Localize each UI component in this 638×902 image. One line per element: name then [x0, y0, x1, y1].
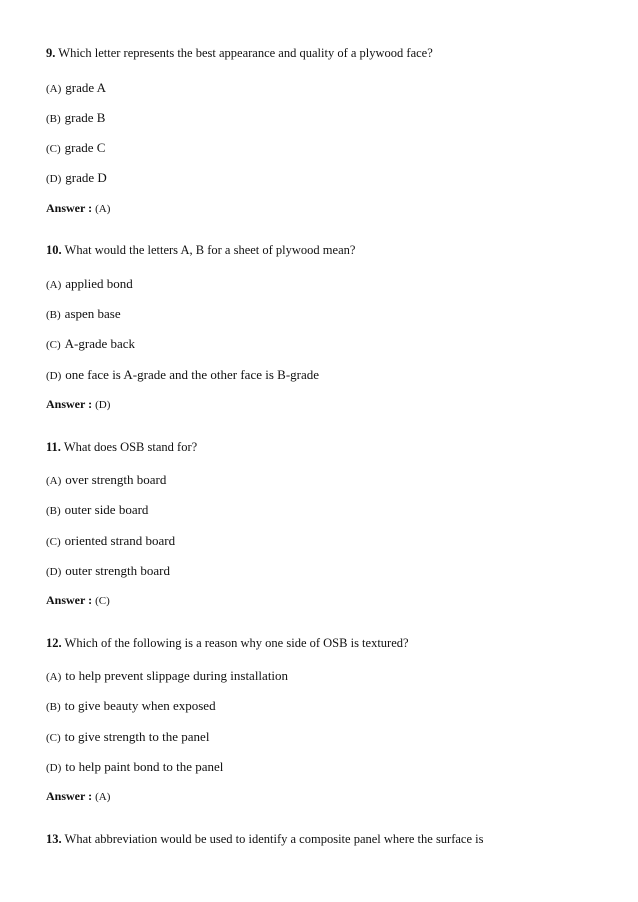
option-text: grade A [65, 80, 107, 95]
question-10 [46, 243, 355, 258]
option [46, 502, 148, 518]
answer-label: Answer : [46, 593, 93, 607]
question-number: 11. [46, 440, 61, 454]
option-text: to give beauty when exposed [64, 698, 216, 713]
option-text: over strength board [65, 472, 167, 487]
option [46, 336, 135, 352]
option-label: (A) [46, 475, 62, 487]
option [46, 698, 216, 714]
option [46, 110, 105, 126]
option-text: grade C [64, 140, 106, 155]
option-text: to help prevent slippage during installation [65, 668, 289, 683]
option-label: (A) [46, 671, 62, 683]
option-text: A-grade back [64, 336, 136, 351]
option-text: to help paint bond to the panel [65, 759, 224, 774]
question-number: 13. [46, 832, 62, 846]
question-text: Which letter represents the best appearance and quality of a plywood face? [58, 46, 433, 60]
answer-value: (C) [95, 595, 110, 607]
option-text: to give strength to the panel [64, 729, 210, 744]
option [46, 729, 209, 745]
option-text: grade D [65, 170, 107, 185]
answer-line [46, 397, 110, 412]
option [46, 306, 121, 322]
question-text: What abbreviation would be used to identify a composite panel where the surface is [64, 832, 484, 846]
answer-value: (A) [95, 203, 111, 215]
answer-line [46, 789, 110, 804]
option-text: grade B [64, 110, 106, 125]
question-13 [46, 832, 484, 847]
option-label: (C) [46, 339, 61, 351]
answer-line [46, 201, 110, 216]
option [46, 563, 170, 579]
option-label: (A) [46, 279, 62, 291]
option-label: (B) [46, 309, 61, 321]
answer-label: Answer : [46, 789, 93, 803]
option-label: (D) [46, 370, 62, 382]
question-number: 9. [46, 46, 56, 60]
option-text: aspen base [64, 306, 121, 321]
question-number: 10. [46, 243, 62, 257]
option [46, 472, 166, 488]
option-label: (B) [46, 113, 61, 125]
option-label: (D) [46, 566, 62, 578]
answer-label: Answer : [46, 397, 93, 411]
option-label: (C) [46, 536, 61, 548]
question-12 [46, 636, 409, 651]
option [46, 668, 288, 684]
option-text: applied bond [65, 276, 133, 291]
option-text: outer strength board [65, 563, 170, 578]
question-text: Which of the following is a reason why one side of OSB is textured? [64, 636, 409, 650]
option-text: oriented strand board [64, 533, 176, 548]
question-11 [46, 440, 197, 455]
answer-value: (D) [95, 399, 111, 411]
option [46, 759, 223, 775]
question-number: 12. [46, 636, 62, 650]
question-9 [46, 46, 433, 61]
question-text: What would the letters A, B for a sheet of plywood mean? [64, 243, 356, 257]
answer-label: Answer : [46, 201, 93, 215]
question-text: What does OSB stand for? [63, 440, 198, 454]
option-label: (C) [46, 143, 61, 155]
answer-line [46, 593, 110, 608]
option-label: (B) [46, 701, 61, 713]
option-label: (A) [46, 83, 62, 95]
option [46, 140, 105, 156]
option [46, 367, 319, 383]
answer-value: (A) [95, 791, 111, 803]
option-label: (B) [46, 505, 61, 517]
option-label: (D) [46, 762, 62, 774]
option [46, 170, 107, 186]
option-text: one face is A-grade and the other face is B-grade [65, 367, 320, 382]
option [46, 533, 175, 549]
option-label: (D) [46, 173, 62, 185]
option-label: (C) [46, 732, 61, 744]
option [46, 276, 133, 292]
option [46, 80, 106, 96]
option-text: outer side board [64, 502, 149, 517]
